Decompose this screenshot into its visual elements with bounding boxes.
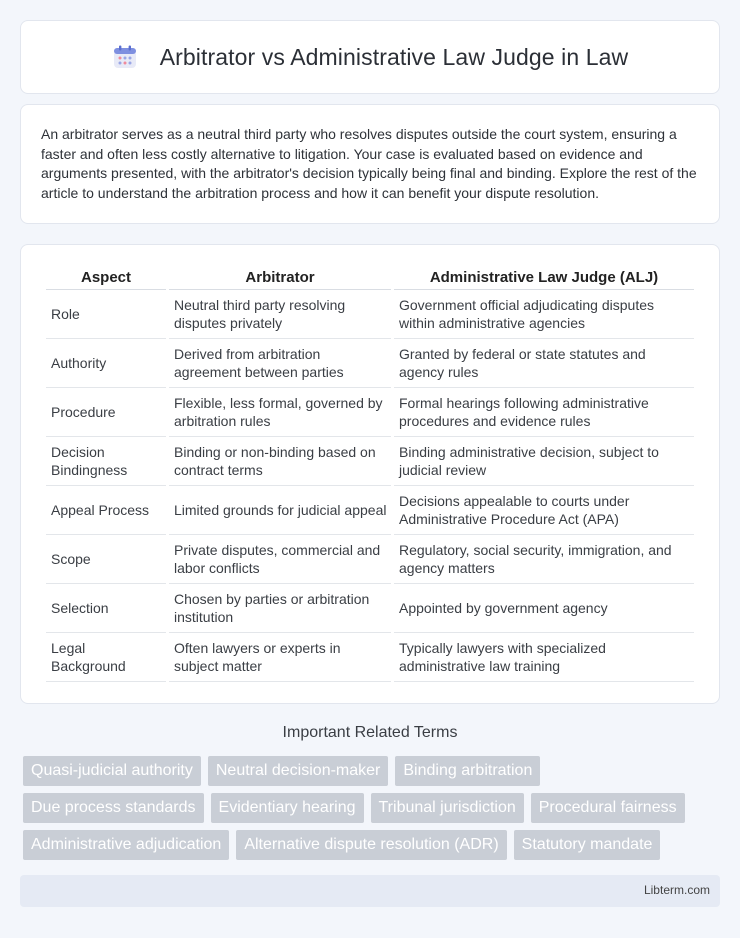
table-row (46, 339, 694, 388)
tag-row (23, 756, 723, 786)
cell-aspect: Selection (46, 584, 166, 633)
calendar-icon (112, 44, 138, 70)
intro-card (20, 104, 720, 224)
cell-aspect: Decision Bindingness (46, 437, 166, 486)
intro-text: An arbitrator serves as a neutral third party who resolves disputes outside the court system, ensuring a faster and often less costly alternative to litigation. Your case is evaluated based on evidence and arguments presented, with the arbitrator's decision typically being final and binding. Explore the rest of the article to understand the arbitration process and how it can benefit your dispute resolution. (41, 126, 697, 201)
tag-link[interactable]: Neutral decision-maker (208, 756, 389, 786)
header-alj: Administrative Law Judge (ALJ) (394, 265, 694, 290)
tag-link[interactable]: Quasi-judicial authority (23, 756, 201, 786)
tag-link[interactable]: Statutory mandate (514, 830, 661, 860)
cell-alj: Typically lawyers with specialized administrative law training (394, 633, 694, 682)
cell-arbitrator: Neutral third party resolving disputes privately (169, 290, 391, 339)
table-row (46, 437, 694, 486)
tag-link[interactable]: Due process standards (23, 793, 204, 823)
cell-arbitrator: Private disputes, commercial and labor conflicts (169, 535, 391, 584)
cell-aspect: Appeal Process (46, 486, 166, 535)
cell-arbitrator: Often lawyers or experts in subject matter (169, 633, 391, 682)
related-terms (23, 756, 723, 867)
comparison-table (43, 265, 697, 682)
comparison-card (20, 244, 720, 704)
cell-aspect: Authority (46, 339, 166, 388)
footer-brand-link[interactable]: Libterm.com (643, 883, 710, 897)
cell-alj: Government official adjudicating disputes within administrative agencies (394, 290, 694, 339)
cell-arbitrator: Flexible, less formal, governed by arbitration rules (169, 388, 391, 437)
cell-alj: Binding administrative decision, subject to judicial review (394, 437, 694, 486)
tag-link[interactable]: Alternative dispute resolution (ADR) (236, 830, 506, 860)
cell-alj: Decisions appealable to courts under Administrative Procedure Act (APA) (394, 486, 694, 535)
header-aspect: Aspect (46, 265, 166, 290)
tag-link[interactable]: Procedural fairness (531, 793, 685, 823)
table-row (46, 486, 694, 535)
page-title: Arbitrator vs Administrative Law Judge in Law (159, 43, 629, 70)
table-header-row (46, 265, 694, 290)
cell-alj: Formal hearings following administrative procedures and evidence rules (394, 388, 694, 437)
cell-arbitrator: Derived from arbitration agreement between parties (169, 339, 391, 388)
cell-arbitrator: Chosen by parties or arbitration institution (169, 584, 391, 633)
table-row (46, 388, 694, 437)
header-arbitrator: Arbitrator (169, 265, 391, 290)
tag-link[interactable]: Evidentiary hearing (211, 793, 364, 823)
cell-aspect: Role (46, 290, 166, 339)
tag-link[interactable]: Administrative adjudication (23, 830, 229, 860)
tag-row (23, 793, 723, 823)
tag-row (23, 830, 723, 860)
tag-link[interactable]: Binding arbitration (395, 756, 540, 786)
table-row (46, 290, 694, 339)
title-card (20, 20, 720, 94)
cell-alj: Granted by federal or state statutes and agency rules (394, 339, 694, 388)
cell-aspect: Procedure (46, 388, 166, 437)
cell-alj: Appointed by government agency (394, 584, 694, 633)
cell-aspect: Legal Background (46, 633, 166, 682)
table-row (46, 584, 694, 633)
related-terms-title: Important Related Terms (282, 724, 458, 741)
cell-aspect: Scope (46, 535, 166, 584)
cell-alj: Regulatory, social security, immigration, and agency matters (394, 535, 694, 584)
tag-link[interactable]: Tribunal jurisdiction (371, 793, 524, 823)
table-row (46, 633, 694, 682)
table-row (46, 535, 694, 584)
cell-arbitrator: Limited grounds for judicial appeal (169, 486, 391, 535)
cell-arbitrator: Binding or non-binding based on contract terms (169, 437, 391, 486)
footer (20, 875, 720, 907)
